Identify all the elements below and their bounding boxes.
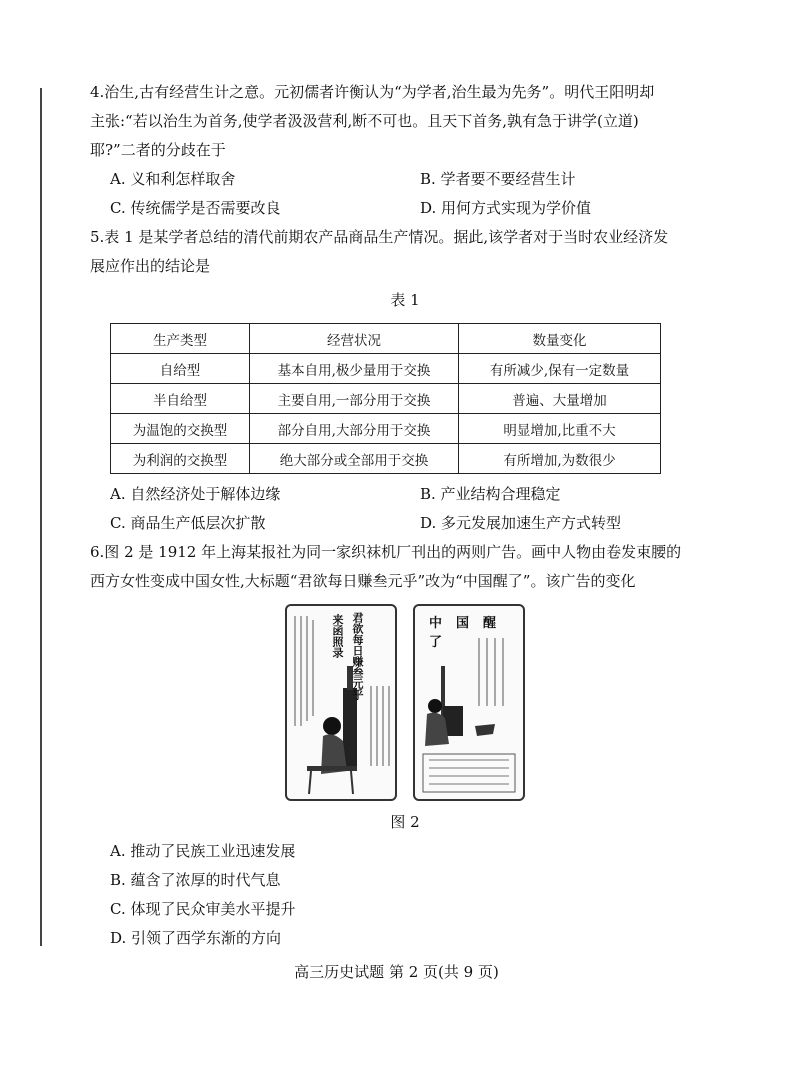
table-header: 数量变化 (459, 324, 661, 354)
question-6-line-2: 西方女性变成中国女性,大标题“君欲每日赚叁元乎”改为“中国醒了”。该广告的变化 (90, 572, 636, 590)
table-header: 经营状况 (250, 324, 459, 354)
table-cell: 绝大部分或全部用于交换 (250, 444, 459, 474)
option-d: D. 用何方式实现为学价值 (420, 199, 592, 217)
table-row (111, 354, 661, 384)
binding-margin-line (40, 88, 42, 946)
question-5 (90, 223, 720, 538)
question-4-line-1: 4.治生,古有经营生计之意。元初儒者许衡认为“为学者,治生最为先务”。明代王阳明却 (90, 83, 655, 101)
advertisement-headline: 君欲每日赚叁元乎 (351, 612, 364, 700)
question-4-options-row-2 (90, 194, 720, 223)
option-a: A. 推动了民族工业迅速发展 (110, 842, 296, 860)
page-footer: 高三历史试题 第 2 页(共 9 页) (294, 963, 499, 981)
table-row (111, 414, 661, 444)
table-cell: 部分自用,大部分用于交换 (250, 414, 459, 444)
figure-caption: 图 2 (390, 813, 420, 831)
advertisement-western-woman (285, 604, 397, 801)
option-d: D. 引领了西学东渐的方向 (110, 929, 282, 947)
question-5-line-1: 5.表 1 是某学者总结的清代前期农产品商品生产情况。据此,该学者对于当时农业经济发 (90, 228, 669, 246)
table-cell: 基本自用,极少量用于交换 (250, 354, 459, 384)
option-b: B. 蕴含了浓厚的时代气息 (110, 871, 281, 889)
exam-page (90, 78, 720, 953)
table-header: 生产类型 (111, 324, 250, 354)
table-1 (110, 323, 661, 474)
option-b: B. 学者要不要经营生计 (420, 170, 576, 188)
advertisement-subtitle: 来函照录 (331, 614, 344, 658)
table-cell: 为温饱的交换型 (111, 414, 250, 444)
table-cell: 半自给型 (111, 384, 250, 414)
advertisement-headline: 中国醒了 (429, 616, 511, 650)
figure-2 (90, 604, 720, 801)
table-cell: 为利润的交换型 (111, 444, 250, 474)
option-a: A. 自然经济处于解体边缘 (110, 485, 281, 503)
question-4-options-row-1 (90, 165, 720, 194)
table-cell: 普遍、大量增加 (459, 384, 661, 414)
option-c: C. 体现了民众审美水平提升 (110, 900, 296, 918)
option-b: B. 产业结构合理稳定 (420, 485, 561, 503)
question-4-line-3: 耶?”二者的分歧在于 (90, 141, 226, 159)
question-6-line-1: 6.图 2 是 1912 年上海某报社为同一家织袜机厂刊出的两则广告。画中人物由卷发束腰的 (90, 543, 682, 561)
table-cell: 有所增加,为数很少 (459, 444, 661, 474)
question-4-line-2: 主张:“若以治生为首务,使学者汲汲营利,断不可也。且天下首务,孰有急于讲学(立道) (90, 112, 639, 130)
option-a: A. 义和利怎样取舍 (110, 170, 236, 188)
table-row (111, 384, 661, 414)
table-caption: 表 1 (390, 291, 420, 309)
table-cell: 有所减少,保有一定数量 (459, 354, 661, 384)
option-c: C. 商品生产低层次扩散 (110, 514, 266, 532)
question-5-options-row-2 (90, 509, 720, 538)
table-header-row (111, 324, 661, 354)
advertisement-chinese-woman (413, 604, 525, 801)
table-cell: 自给型 (111, 354, 250, 384)
table-row (111, 444, 661, 474)
option-c: C. 传统儒学是否需要改良 (110, 199, 281, 217)
question-5-line-2: 展应作出的结论是 (90, 257, 211, 275)
option-d: D. 多元发展加速生产方式转型 (420, 514, 622, 532)
question-6 (90, 538, 720, 953)
table-cell: 主要自用,一部分用于交换 (250, 384, 459, 414)
table-cell: 明显增加,比重不大 (459, 414, 661, 444)
question-5-options-row-1 (90, 480, 720, 509)
question-4 (90, 78, 720, 223)
